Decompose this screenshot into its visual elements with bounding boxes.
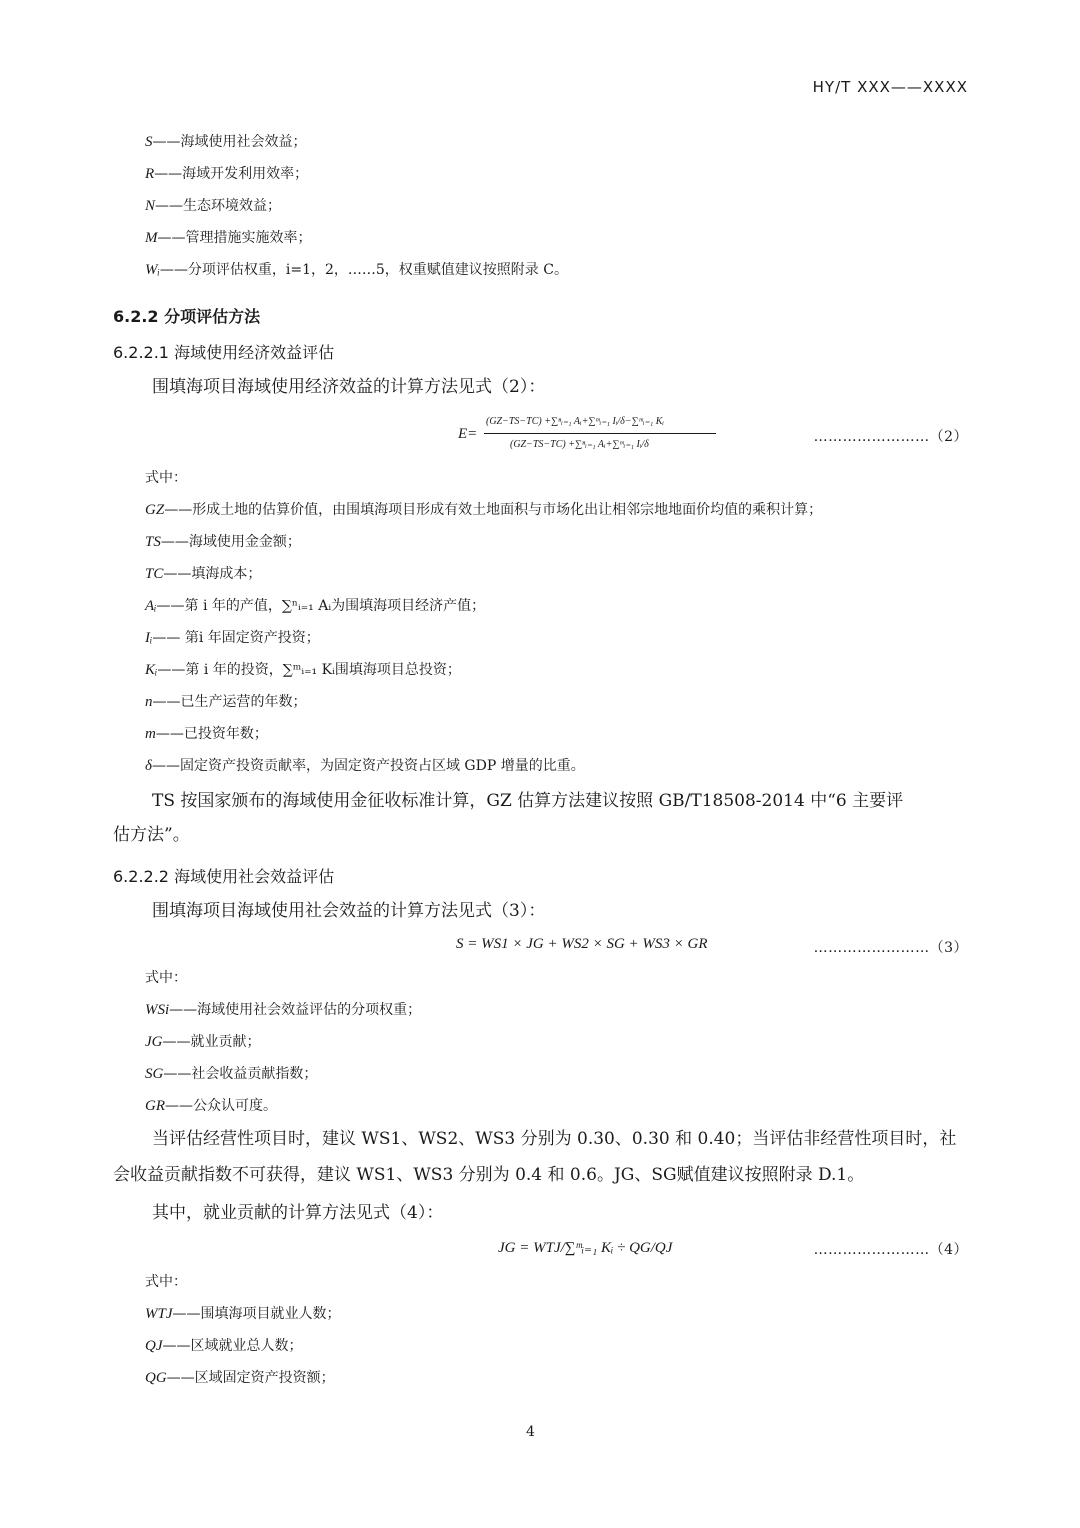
definition-text: ——海域使用社会效益；	[152, 134, 307, 150]
definition-symbol: Kᵢ	[145, 662, 158, 678]
definition-symbol: QJ	[145, 1338, 163, 1354]
formula-2-denominator: (GZ−TS−TC) +∑ⁿᵢ₌₁ Aᵢ+∑ᵐᵢ₌₁ Iᵢ/δ	[510, 439, 649, 450]
definition-text: ——海域使用金金额；	[160, 534, 301, 550]
definition-text: ——区域就业总人数；	[162, 1338, 303, 1354]
definition-symbol: SG	[145, 1066, 164, 1082]
definition-qj	[145, 1336, 303, 1356]
definition-tc	[145, 564, 261, 584]
definition-symbol: WSi	[145, 1002, 170, 1018]
definition-ts	[145, 532, 301, 552]
equation-number-3: ……………………（3）	[813, 940, 968, 956]
formula-2-lhs: E=	[458, 426, 478, 442]
definition-symbol: δ	[145, 758, 152, 774]
definition-gr	[145, 1096, 277, 1116]
equation-number-4: ……………………（4）	[813, 1242, 968, 1258]
definition-symbol: GR	[145, 1098, 165, 1114]
definition-gz	[145, 500, 822, 520]
definition-symbol: N	[145, 198, 156, 214]
paragraph-ts-gz-line2: 估方法”。	[113, 825, 190, 845]
definition-delta	[145, 756, 585, 776]
definition-text: ——管理措施实施效率；	[157, 230, 312, 246]
definition-m	[145, 228, 312, 248]
definition-ai	[145, 596, 485, 616]
definition-jg	[145, 1032, 261, 1052]
section-heading-6-2-2: 6.2.2 分项评估方法	[113, 307, 261, 326]
equation-number-2: ……………………（2）	[813, 429, 968, 445]
definition-text: ——已生产运营的年数；	[152, 694, 307, 710]
paragraph-formula3-intro: 围填海项目海域使用社会效益的计算方法见式（3）：	[152, 901, 546, 921]
paragraph-formula4-intro: 其中，就业贡献的计算方法见式（4）：	[152, 1203, 444, 1223]
definition-symbol: WTJ	[145, 1306, 173, 1322]
fraction-bar	[484, 433, 716, 434]
definition-n	[145, 196, 281, 216]
definition-text: ——生态环境效益；	[155, 198, 282, 214]
definition-text: ——第 i 年的投资，∑ᵐᵢ₌₁ Kᵢ围填海项目总投资；	[157, 662, 461, 678]
definition-symbol: m	[145, 726, 156, 742]
definition-sg	[145, 1064, 317, 1084]
where-label: 式中：	[145, 970, 187, 986]
definition-text: ——海域使用社会效益评估的分项权重；	[169, 1002, 422, 1018]
definition-symbol: Iᵢ	[145, 630, 153, 646]
definition-symbol: JG	[145, 1034, 163, 1050]
definition-symbol: GZ	[145, 502, 165, 518]
definition-text: ——分项评估权重，i=1，2，……5，权重赋值建议按照附录 C。	[159, 262, 568, 278]
definition-s	[145, 132, 307, 152]
page-header-doc-code: HY/T XXX——XXXX	[812, 78, 968, 96]
where-label: 式中：	[145, 470, 187, 486]
definition-symbol: S	[145, 134, 153, 150]
definition-ki	[145, 660, 461, 680]
definition-text: ——第 i 年的产值，∑ⁿᵢ₌₁ Aᵢ为围填海项目经济产值；	[156, 598, 486, 614]
definition-text: ——填海成本；	[163, 566, 262, 582]
section-heading-6-2-2-1: 6.2.2.1 海域使用经济效益评估	[113, 343, 335, 362]
formula-4: JG = WTJ/∑ᵐᵢ₌₁ Kᵢ ÷ QG/QJ	[498, 1240, 673, 1256]
definition-text: ——公众认可度。	[165, 1098, 277, 1114]
formula-3: S = WS1 × JG + WS2 × SG + WS3 × GR	[456, 936, 708, 952]
definition-text: ——已投资年数；	[155, 726, 268, 742]
definition-symbol: Aᵢ	[145, 598, 157, 614]
paragraph-ts-gz-line1: TS 按国家颁布的海域使用金征收标准计算，GZ 估算方法建议按照 GB/T18508-2014 中“6 主要评	[152, 791, 904, 811]
definition-text: ——社会收益贡献指数；	[163, 1066, 318, 1082]
definition-wsi	[145, 1000, 421, 1020]
definition-symbol: TS	[145, 534, 161, 550]
definition-wi	[145, 260, 568, 280]
definition-qg	[145, 1368, 335, 1388]
definition-text: ——固定资产投资贡献率，为固定资产投资占区域 GDP 增量的比重。	[151, 758, 585, 774]
definition-symbol: R	[145, 166, 155, 182]
definition-symbol: n	[145, 694, 153, 710]
definition-symbol: TC	[145, 566, 164, 582]
definition-text: ——海域开发利用效率；	[154, 166, 309, 182]
definition-symbol: QG	[145, 1370, 167, 1386]
definition-text: ——就业贡献；	[162, 1034, 261, 1050]
page-number: 4	[526, 1424, 535, 1440]
definition-text: ——区域固定资产投资额；	[166, 1370, 335, 1386]
definition-r	[145, 164, 308, 184]
paragraph-formula2-intro: 围填海项目海域使用经济效益的计算方法见式（2）：	[152, 377, 546, 397]
definition-symbol: Wᵢ	[145, 262, 160, 278]
formula-2-numerator: (GZ−TS−TC) +∑ⁿᵢ₌₁ Aᵢ+∑ᵐᵢ₌₁ Iᵢ/δ−∑ᵐᵢ₌₁ Kᵢ	[486, 416, 664, 427]
definition-text: —— 第i 年固定资产投资；	[152, 630, 320, 646]
definition-wtj	[145, 1304, 341, 1324]
paragraph-weights-line2: 会收益贡献指数不可获得，建议 WS1、WS3 分别为 0.4 和 0.6。JG、SG赋值建议按照附录 D.1。	[113, 1165, 865, 1185]
where-label: 式中：	[145, 1274, 187, 1290]
paragraph-weights-line1: 当评估经营性项目时，建议 WS1、WS2、WS3 分别为 0.30、0.30 和 0.40；当评估非经营性项目时，社	[152, 1129, 957, 1149]
definition-m-years	[145, 724, 268, 744]
definition-ii	[145, 628, 320, 648]
definition-n-years	[145, 692, 307, 712]
definition-text: ——围填海项目就业人数；	[172, 1306, 341, 1322]
definition-text: ——形成土地的估算价值，由围填海项目形成有效土地面积与市场化出让相邻宗地地面价均值的乘积计算；	[164, 502, 823, 518]
section-heading-6-2-2-2: 6.2.2.2 海域使用社会效益评估	[113, 867, 335, 886]
definition-symbol: M	[145, 230, 158, 246]
